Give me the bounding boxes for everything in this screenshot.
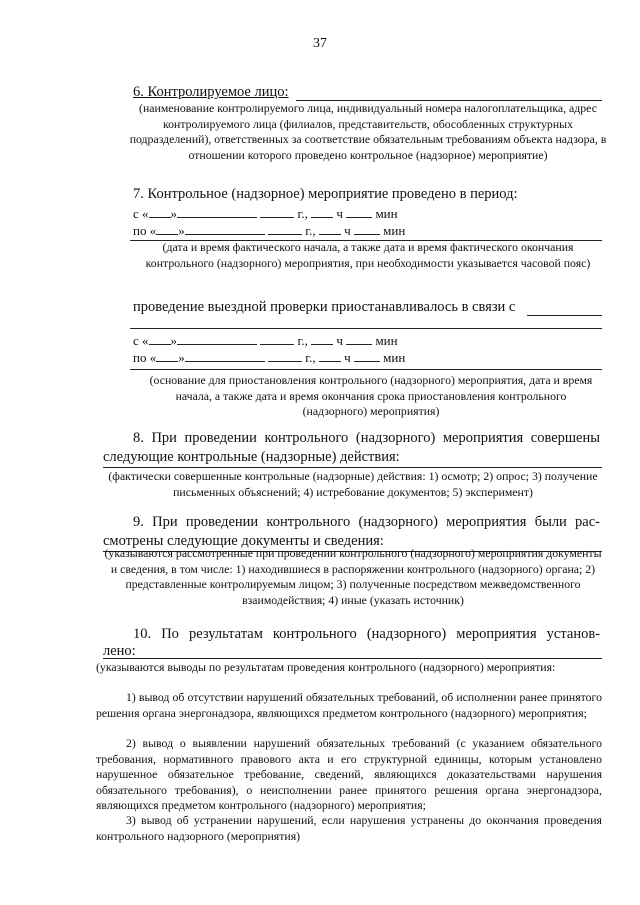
section-10-item-3: 3) вывод об устранении нарушений, если нарушения устранены до окончания проведения контрольного надзорного (мероприятия) xyxy=(96,813,602,843)
from-label: с « xyxy=(133,333,149,348)
min-label: мин xyxy=(375,206,398,221)
period-caption: (дата и время фактического начала, а также дата и время фактического окончания контрольного (надзорного) мероприятия, при необходимости указывается часовой пояс) xyxy=(145,240,591,270)
suspend-fill-line-1 xyxy=(527,315,602,316)
section-7-title: 7. Контрольное (надзорное) мероприятие проведено в период: xyxy=(133,186,518,202)
section-9-caption: (указываются рассмотренные при проведении контрольного (надзорного) мероприятия документы и сведения, в том числе: 1) находившиеся в распоряжении контрольного (надзорного) органа; 2) представленные контролируемым лицом; 3) полученные посредством межведомственного взаимодействия; 4) иные (указать источник) xyxy=(104,546,602,607)
suspend-fill-line-2 xyxy=(130,328,602,329)
quote-close: » xyxy=(170,206,178,221)
min-label: мин xyxy=(383,350,406,365)
section-10-item-2: 2) вывод о выявлении нарушений обязательных требований (с указанием обязательного требования, нормативного правового акта и его структурной единицы, которым установлено нарушенное обязательное требование, сведений, являющихся доказательствами нарушения обязательного требования), о неисполнении ранее принятого решения органа энергонадзора, являющихся предметом контрольного (надзорного) мероприятия; xyxy=(96,736,602,812)
section-10-title-line2: лено: xyxy=(103,643,136,659)
suspend-text: проведение выездной проверки приостанавливалось в связи с xyxy=(133,299,516,315)
quote-close: » xyxy=(178,223,185,238)
hour-label: ч xyxy=(344,223,351,238)
section-9-title-line1: 9. При проведении контрольного (надзорного) мероприятия были рас- xyxy=(133,514,600,530)
min-label: мин xyxy=(375,333,398,348)
section-6-caption: (наименование контролируемого лица, индивидуальный номера налогоплательщика, адрес контролируемого лица (филиалов, представительств, обособленных структурных подразделений), ответственных за соответствие обязательным требованиям объекта надзора, в отношении которого проведено контрольное (надзорное) мероприятие) xyxy=(129,101,607,162)
section-10-intro: (указываются выводы по результатам проведения контрольного (надзорного) мероприятия: xyxy=(96,660,556,674)
suspend-fill-line-3 xyxy=(130,369,602,370)
section-6-title-text: 6. Контролируемое лицо: xyxy=(133,84,289,100)
hour-label: ч xyxy=(336,206,343,221)
section-10-title-line1: 10. По результатам контрольного (надзорного) мероприятия установ- xyxy=(133,626,600,642)
hour-label: ч xyxy=(344,350,351,365)
section-10-fill-line xyxy=(103,658,602,659)
year-label: г., xyxy=(297,333,308,348)
to-label: по « xyxy=(133,350,157,365)
section-9-title-line2: смотрены следующие документы и сведения: xyxy=(103,533,384,549)
hour-label: ч xyxy=(336,333,343,348)
to-label: по « xyxy=(133,223,157,238)
suspend-from-row xyxy=(133,333,398,349)
page-number: 37 xyxy=(313,36,327,51)
suspend-to-row xyxy=(133,350,405,366)
quote-close: » xyxy=(170,333,178,348)
section-8-title-line1: 8. При проведении контрольного (надзорного) мероприятия совершены xyxy=(133,430,600,446)
section-10-item-1: 1) вывод об отсутствии нарушений обязательных требований, об исполнении ранее принятого решения органа энергонадзора, являющихся предметом контрольного (надзорного) мероприятия; xyxy=(96,690,602,720)
period-to-row xyxy=(133,223,405,239)
suspend-caption: (основание для приостановления контрольного (надзорного) мероприятия, дата и время начала, а также дата и время окончания срока приостановления контрольного (надзорного) мероприятия) xyxy=(149,373,593,418)
year-label: г., xyxy=(297,206,308,221)
year-label: г., xyxy=(305,350,316,365)
section-6-title xyxy=(133,84,289,101)
period-from-row xyxy=(133,206,398,222)
section-8-fill-line xyxy=(103,467,602,468)
section-8-title-line2: следующие контрольные (надзорные) действия: xyxy=(103,449,400,465)
min-label: мин xyxy=(383,223,406,238)
section-8-caption: (фактически совершенные контрольные (надзорные) действия: 1) осмотр; 2) опрос; 3) получение письменных объяснений; 4) истребование документов; 5) эксперимент) xyxy=(108,469,598,499)
from-label: с « xyxy=(133,206,149,221)
quote-close: » xyxy=(178,350,185,365)
year-label: г., xyxy=(305,223,316,238)
